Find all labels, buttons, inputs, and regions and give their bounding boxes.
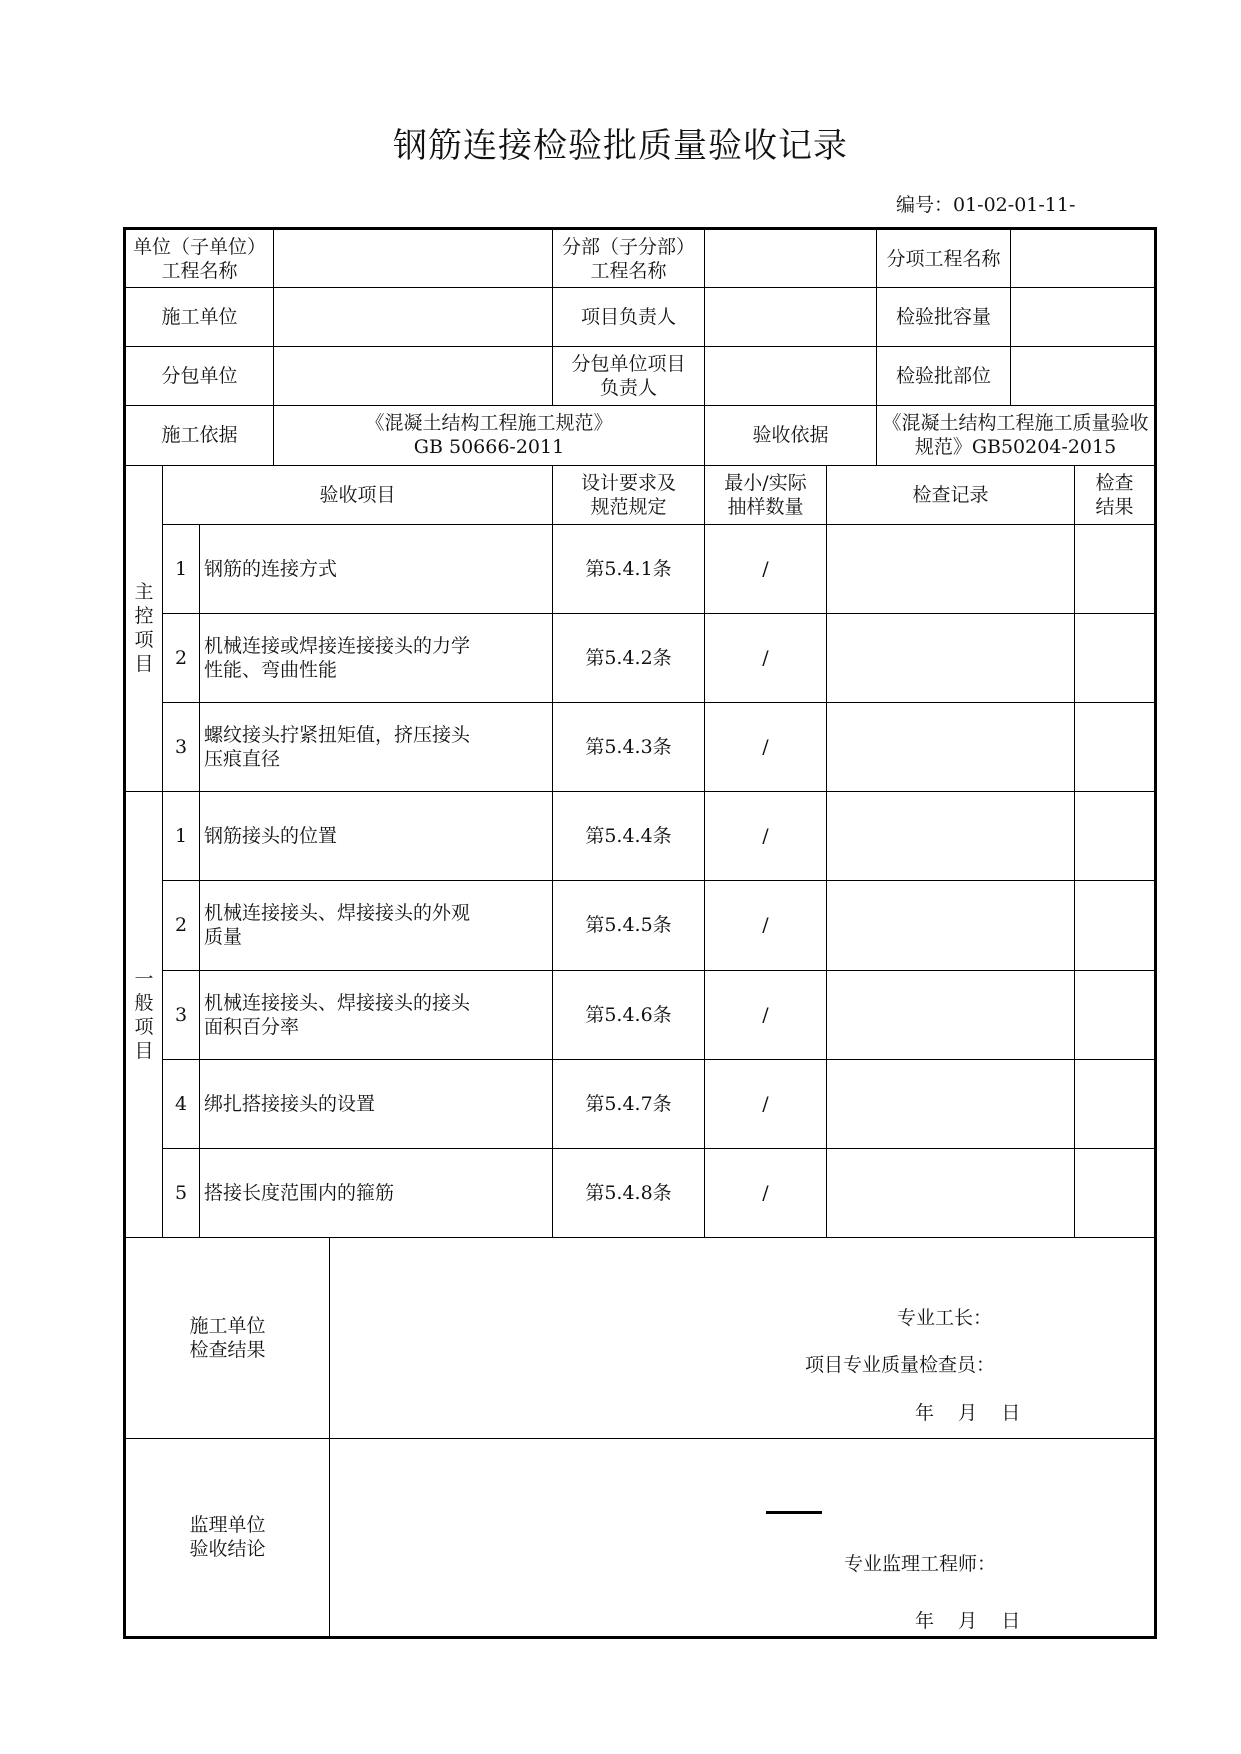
quality-inspector-label: 项目专业质量检查员： — [805, 1354, 996, 1377]
item-result-field[interactable] — [1075, 1148, 1156, 1237]
item-record-field[interactable] — [827, 1148, 1075, 1237]
general-label: 一般项目 — [134, 967, 154, 1062]
item-name — [200, 524, 553, 613]
batch-capacity-field[interactable] — [1011, 288, 1156, 347]
item-sample: / — [705, 970, 827, 1059]
item-name-line: 螺纹接头拧紧扭矩值，挤压接头 — [204, 724, 471, 747]
item-name-line: 性能、弯曲性能 — [204, 658, 338, 681]
acceptance-basis-label: 验收依据 — [705, 406, 877, 465]
table-row — [125, 792, 1156, 881]
form-code: 编号：01-02-01-11- — [896, 194, 1076, 216]
item-name — [200, 881, 553, 970]
basis-line: 《混凝土结构工程施工规范》 — [365, 412, 613, 435]
item-record-field[interactable] — [827, 1059, 1075, 1148]
signature-dash — [766, 1511, 822, 1514]
item-name — [200, 1059, 553, 1148]
item-clause: 第5.4.4条 — [553, 792, 705, 881]
item-name-line: 质量 — [204, 926, 243, 949]
batch-capacity-label: 检验批容量 — [877, 288, 1011, 347]
unit-name-label — [125, 229, 274, 288]
label-line: 验收结论 — [189, 1538, 266, 1561]
col-design-header — [553, 465, 705, 524]
main-control-label: 主控项目 — [134, 581, 154, 676]
item-name-line: 钢筋接头的位置 — [204, 825, 338, 848]
label-line: 分部（子分部） — [561, 235, 695, 258]
item-result-field[interactable] — [1075, 792, 1156, 881]
supervision-area[interactable] — [330, 1438, 1156, 1637]
header-line: 抽样数量 — [727, 495, 804, 518]
table-row — [125, 970, 1156, 1059]
table-row — [125, 613, 1156, 702]
item-sample: / — [705, 524, 827, 613]
basis-line: 规范》GB50204-2015 — [914, 436, 1117, 459]
subcontract-manager-label — [553, 347, 705, 406]
label-line: 负责人 — [599, 377, 657, 400]
item-sample: / — [705, 1059, 827, 1148]
item-name — [200, 703, 553, 792]
item-number: 3 — [163, 970, 200, 1059]
label-line: 工程名称 — [590, 259, 667, 282]
subcontract-unit-field[interactable] — [274, 347, 553, 406]
item-clause: 第5.4.6条 — [553, 970, 705, 1059]
subitem-name-label: 分项工程名称 — [877, 229, 1011, 288]
basis-line: 《混凝土结构工程施工质量验收 — [882, 412, 1149, 435]
subcontract-unit-label: 分包单位 — [125, 347, 274, 406]
item-name-line: 机械连接或焊接连接接头的力学 — [204, 634, 471, 657]
item-name — [200, 970, 553, 1059]
item-record-field[interactable] — [827, 792, 1075, 881]
division-name-label — [553, 229, 705, 288]
item-name-line: 机械连接接头、焊接接头的接头 — [204, 991, 471, 1014]
item-result-field[interactable] — [1075, 524, 1156, 613]
construction-check-area[interactable] — [330, 1238, 1156, 1438]
acceptance-basis-value — [877, 406, 1156, 465]
division-name-field[interactable] — [705, 229, 877, 288]
general-group — [125, 792, 163, 1238]
item-sample: / — [705, 703, 827, 792]
item-name-line: 面积百分率 — [204, 1015, 300, 1038]
item-number: 1 — [163, 792, 200, 881]
item-record-field[interactable] — [827, 703, 1075, 792]
item-clause: 第5.4.5条 — [553, 881, 705, 970]
supervising-engineer-label: 专业监理工程师： — [844, 1552, 997, 1575]
item-result-field[interactable] — [1075, 881, 1156, 970]
item-name — [200, 792, 553, 881]
date-label: 年 月 日 — [915, 1609, 1021, 1632]
header-line: 最小/实际 — [724, 471, 807, 494]
item-name-line: 压痕直径 — [204, 748, 281, 771]
header-line: 规范规定 — [590, 495, 667, 518]
project-manager-field[interactable] — [705, 288, 877, 347]
item-number: 4 — [163, 1059, 200, 1148]
construction-unit-field[interactable] — [274, 288, 553, 347]
table-row — [125, 524, 1156, 613]
col-result-header — [1075, 465, 1156, 524]
item-record-field[interactable] — [827, 613, 1075, 702]
subitem-name-field[interactable] — [1011, 229, 1156, 288]
item-name-line: 钢筋的连接方式 — [204, 557, 338, 580]
item-number: 1 — [163, 524, 200, 613]
table-row — [125, 703, 1156, 792]
inspection-form — [123, 227, 1157, 1639]
item-name — [200, 1148, 553, 1237]
date-label: 年 月 日 — [915, 1402, 1021, 1425]
item-name-line: 机械连接接头、焊接接头的外观 — [204, 902, 471, 925]
item-sample: / — [705, 881, 827, 970]
construction-basis-label: 施工依据 — [125, 406, 274, 465]
supervision-label — [125, 1438, 330, 1637]
header-line: 检查 — [1095, 471, 1134, 494]
item-result-field[interactable] — [1075, 613, 1156, 702]
page-title: 钢筋连接检验批质量验收记录 — [393, 126, 848, 166]
table-row — [125, 1148, 1156, 1237]
item-clause: 第5.4.2条 — [553, 613, 705, 702]
item-clause: 第5.4.8条 — [553, 1148, 705, 1237]
table-row — [125, 1059, 1156, 1148]
item-number: 2 — [163, 881, 200, 970]
unit-name-field[interactable] — [274, 229, 553, 288]
batch-location-field[interactable] — [1011, 347, 1156, 406]
header-line: 结果 — [1095, 495, 1134, 518]
item-sample: / — [705, 792, 827, 881]
label-line: 单位（子单位） — [132, 235, 266, 258]
header-line: 设计要求及 — [580, 471, 676, 494]
item-number: 2 — [163, 613, 200, 702]
construction-unit-label: 施工单位 — [125, 288, 274, 347]
col-sample-header — [705, 465, 827, 524]
subcontract-manager-field[interactable] — [705, 347, 877, 406]
label-line: 监理单位 — [189, 1514, 266, 1537]
item-result-field[interactable] — [1075, 970, 1156, 1059]
item-clause: 第5.4.3条 — [553, 703, 705, 792]
item-sample: / — [705, 1148, 827, 1237]
batch-location-label: 检验批部位 — [877, 347, 1011, 406]
basis-line: GB 50666-2011 — [413, 436, 565, 459]
foreman-label: 专业工长： — [897, 1307, 993, 1330]
construction-basis-value — [274, 406, 705, 465]
item-record-field[interactable] — [827, 524, 1075, 613]
item-name-line: 绑扎搭接接头的设置 — [204, 1092, 376, 1115]
item-name — [200, 613, 553, 702]
project-manager-label: 项目负责人 — [553, 288, 705, 347]
label-line: 施工单位 — [189, 1314, 266, 1337]
item-clause: 第5.4.1条 — [553, 524, 705, 613]
table-row — [125, 881, 1156, 970]
label-line: 工程名称 — [161, 259, 238, 282]
item-name-line: 搭接长度范围内的箍筋 — [204, 1182, 395, 1205]
item-sample: / — [705, 613, 827, 702]
item-clause: 第5.4.7条 — [553, 1059, 705, 1148]
col-item-header: 验收项目 — [163, 465, 553, 524]
label-line: 检查结果 — [189, 1338, 266, 1361]
construction-check-label — [125, 1238, 330, 1438]
item-number: 3 — [163, 703, 200, 792]
main-control-group — [125, 465, 163, 792]
item-number: 5 — [163, 1148, 200, 1237]
label-line: 分包单位项目 — [571, 353, 686, 376]
col-record-header: 检查记录 — [827, 465, 1075, 524]
item-result-field[interactable] — [1075, 703, 1156, 792]
item-result-field[interactable] — [1075, 1059, 1156, 1148]
item-record-field[interactable] — [827, 970, 1075, 1059]
item-record-field[interactable] — [827, 881, 1075, 970]
